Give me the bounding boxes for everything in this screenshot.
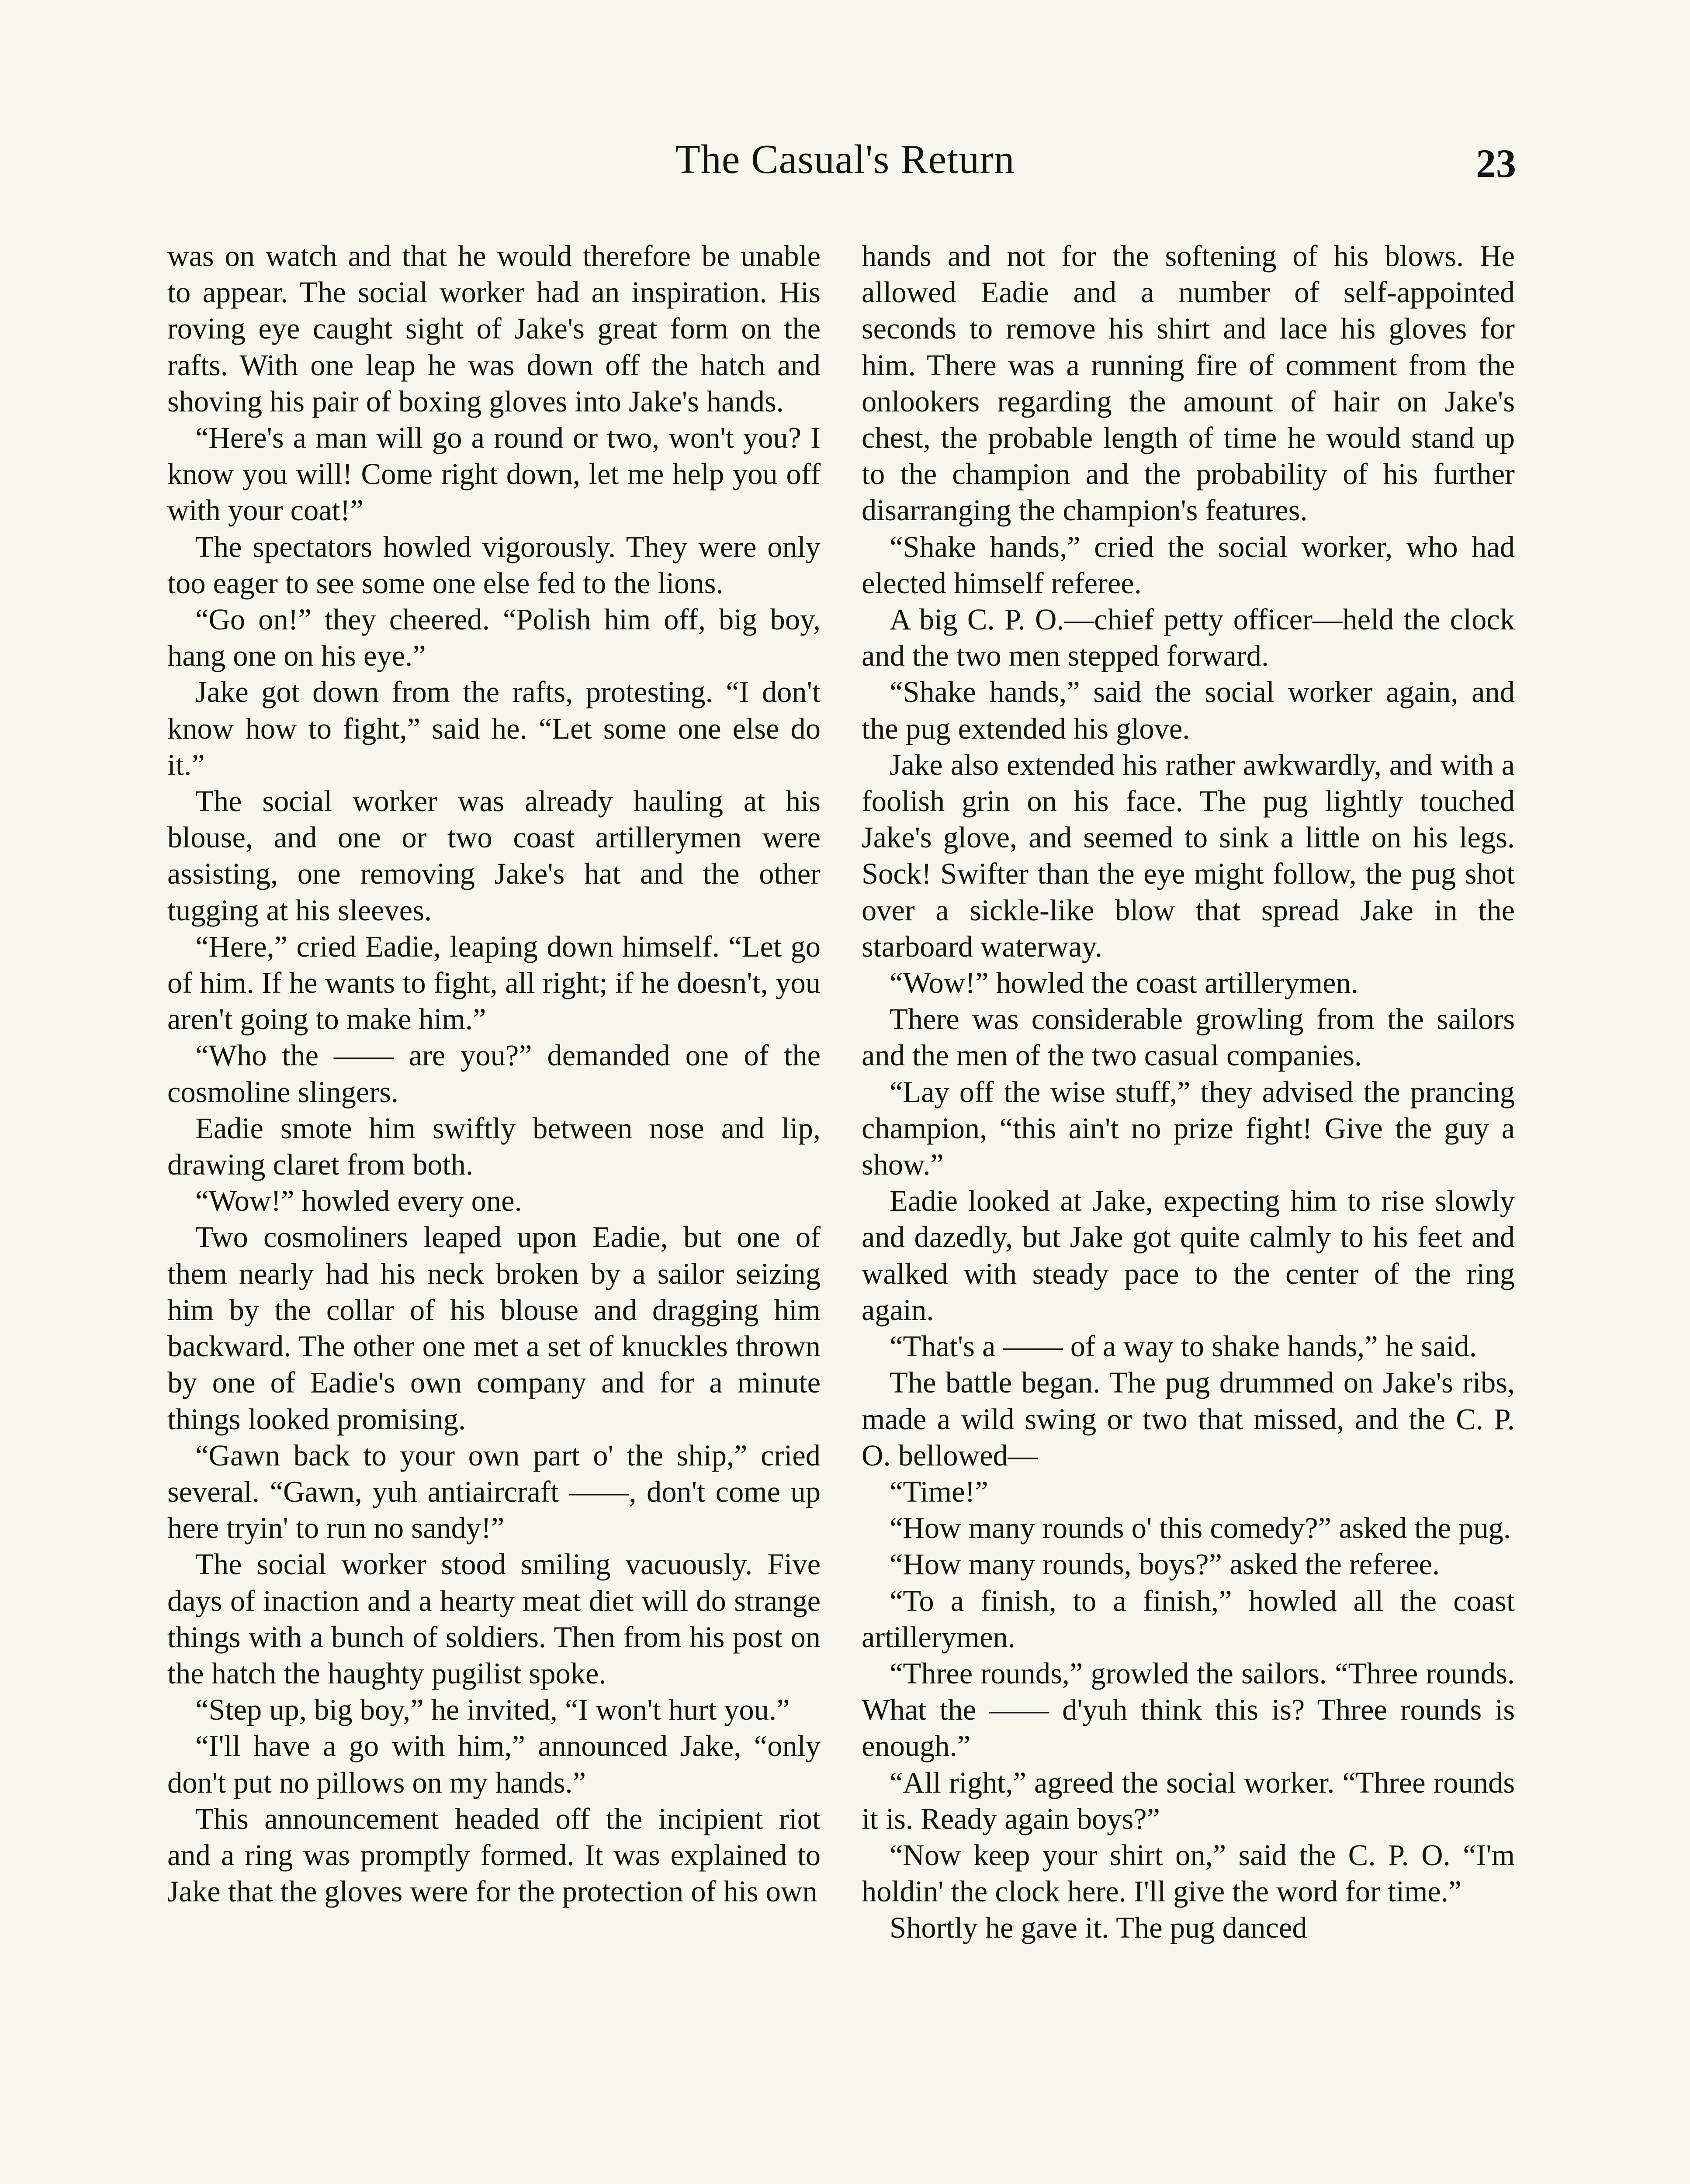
- paragraph: “All right,” agreed the social worker. “Three rounds it is. Ready again boys?”: [862, 1766, 1515, 1835]
- paragraph: “How many rounds, boys?” asked the referee.: [890, 1548, 1440, 1581]
- paragraph: “Lay off the wise stuff,” they advised the prancing champion, “this ain't no prize fight! Give the guy a show.”: [862, 1075, 1515, 1182]
- paragraph: “How many rounds o' this comedy?” asked the pug.: [890, 1511, 1511, 1545]
- paragraph: “Shake hands,” cried the social worker, who had elected himself referee.: [862, 530, 1515, 600]
- paragraph: “Here,” cried Eadie, leaping down himself. “Let go of him. If he wants to fight, all right; if he doesn't, you aren't going to make him.”: [167, 930, 821, 1036]
- paragraph: “Shake hands,” said the social worker again, and the pug extended his glove.: [862, 675, 1515, 745]
- paragraph: “Go on!” they cheered. “Polish him off, big boy, hang one on his eye.”: [167, 603, 821, 673]
- paragraph: Eadie looked at Jake, expecting him to rise slowly and dazedly, but Jake got quite calmly to his feet and walked with steady pace to the center of the ring again.: [862, 1184, 1515, 1327]
- paragraph: Two cosmoliners leaped upon Eadie, but one of them nearly had his neck broken by a sailor seizing him by the collar of his blouse and dragging him backward. The other one met a set of knuckles thrown by one of Eadie's own company and for a minute things looked promising.: [167, 1220, 821, 1436]
- paragraph: “Here's a man will go a round or two, won't you? I know you will! Come right down, let me help you off with your coat!”: [167, 421, 821, 527]
- paragraph: “I'll have a go with him,” announced Jake, “only don't put no pillows on my hands.”: [167, 1729, 821, 1799]
- running-title: The Casual's Return: [675, 137, 1015, 182]
- paragraph: “Who the —— are you?” demanded one of the cosmoline slingers.: [167, 1039, 821, 1109]
- page-number: 23: [1476, 141, 1516, 186]
- paragraph: Shortly he gave it. The pug danced: [890, 1911, 1307, 1945]
- paragraph: Jake got down from the rafts, protesting. “I don't know how to fight,” said he. “Let some one else do it.”: [167, 675, 821, 781]
- paragraph: There was considerable growling from the sailors and the men of the two casual companies.: [862, 1002, 1515, 1072]
- paragraph: “That's a —— of a way to shake hands,” he said.: [890, 1330, 1477, 1363]
- paragraph: “Gawn back to your own part o' the ship,” cried several. “Gawn, yuh antiaircraft ——, don't come up here tryin' to run no sandy!”: [167, 1438, 821, 1545]
- paragraph: Eadie smote him swiftly between nose and lip, drawing claret from both.: [167, 1111, 821, 1182]
- paragraph: The social worker stood smiling vacuously. Five days of inaction and a hearty meat diet will do strange things with a bunch of soldiers. Then from his post on the hatch the haughty pugilist spoke.: [167, 1548, 821, 1690]
- paragraph: “Wow!” howled the coast artillerymen.: [890, 966, 1358, 1000]
- paragraph: “Now keep your shirt on,” said the C. P. O. “I'm holdin' the clock here. I'll give the word for time.”: [862, 1838, 1515, 1908]
- paragraph: The spectators howled vigorously. They were only too eager to see some one else fed to the lions.: [167, 530, 821, 600]
- paragraph: This announcement headed off the incipient riot and a ring was promptly formed. It was explained to Jake that the gloves were for the protection of his own: [167, 1802, 821, 1908]
- paragraph: “Time!”: [890, 1475, 988, 1508]
- paragraph: “To a finish, to a finish,” howled all the coast artillerymen.: [862, 1584, 1515, 1654]
- paragraph: Jake also extended his rather awkwardly, and with a foolish grin on his face. The pug lightly touched Jake's glove, and seemed to sink a little on his legs. Sock! Swifter than the eye might follow, the pug shot over a sickle-like blow that spread Jake in the starboard waterway.: [862, 748, 1515, 963]
- paragraph: The battle began. The pug drummed on Jake's ribs, made a wild swing or two that missed, and the C. P. O. bellowed—: [862, 1366, 1515, 1472]
- paragraph: “Three rounds,” growled the sailors. “Three rounds. What the —— d'yuh think this is? Three rounds is enough.”: [862, 1656, 1515, 1763]
- paragraph: A big C. P. O.—chief petty officer—held the clock and the two men stepped forward.: [862, 603, 1515, 673]
- paragraph: “Step up, big boy,” he invited, “I won't hurt you.”: [195, 1693, 790, 1727]
- paragraph: The social worker was already hauling at his blouse, and one or two coast artillerymen were assisting, one removing Jake's hat and the other tugging at his sleeves.: [167, 784, 821, 927]
- right-column: [862, 238, 1515, 1946]
- paragraph: “Wow!” howled every one.: [195, 1184, 522, 1218]
- paragraph: hands and not for the softening of his blows. He allowed Eadie and a number of self-appointed seconds to remove his shirt and lace his gloves for him. There was a running fire of comment from the onlookers regarding the amount of hair on Jake's chest, the probable length of time he would stand up to the champion and the probability of his further disarranging the champion's features.: [862, 239, 1515, 527]
- paragraph: was on watch and that he would therefore be unable to appear. The social worker had an inspiration. His roving eye caught sight of Jake's great form on the rafts. With one leap he was down off the hatch and shoving his pair of boxing gloves into Jake's hands.: [167, 239, 821, 418]
- left-column: [167, 238, 821, 1910]
